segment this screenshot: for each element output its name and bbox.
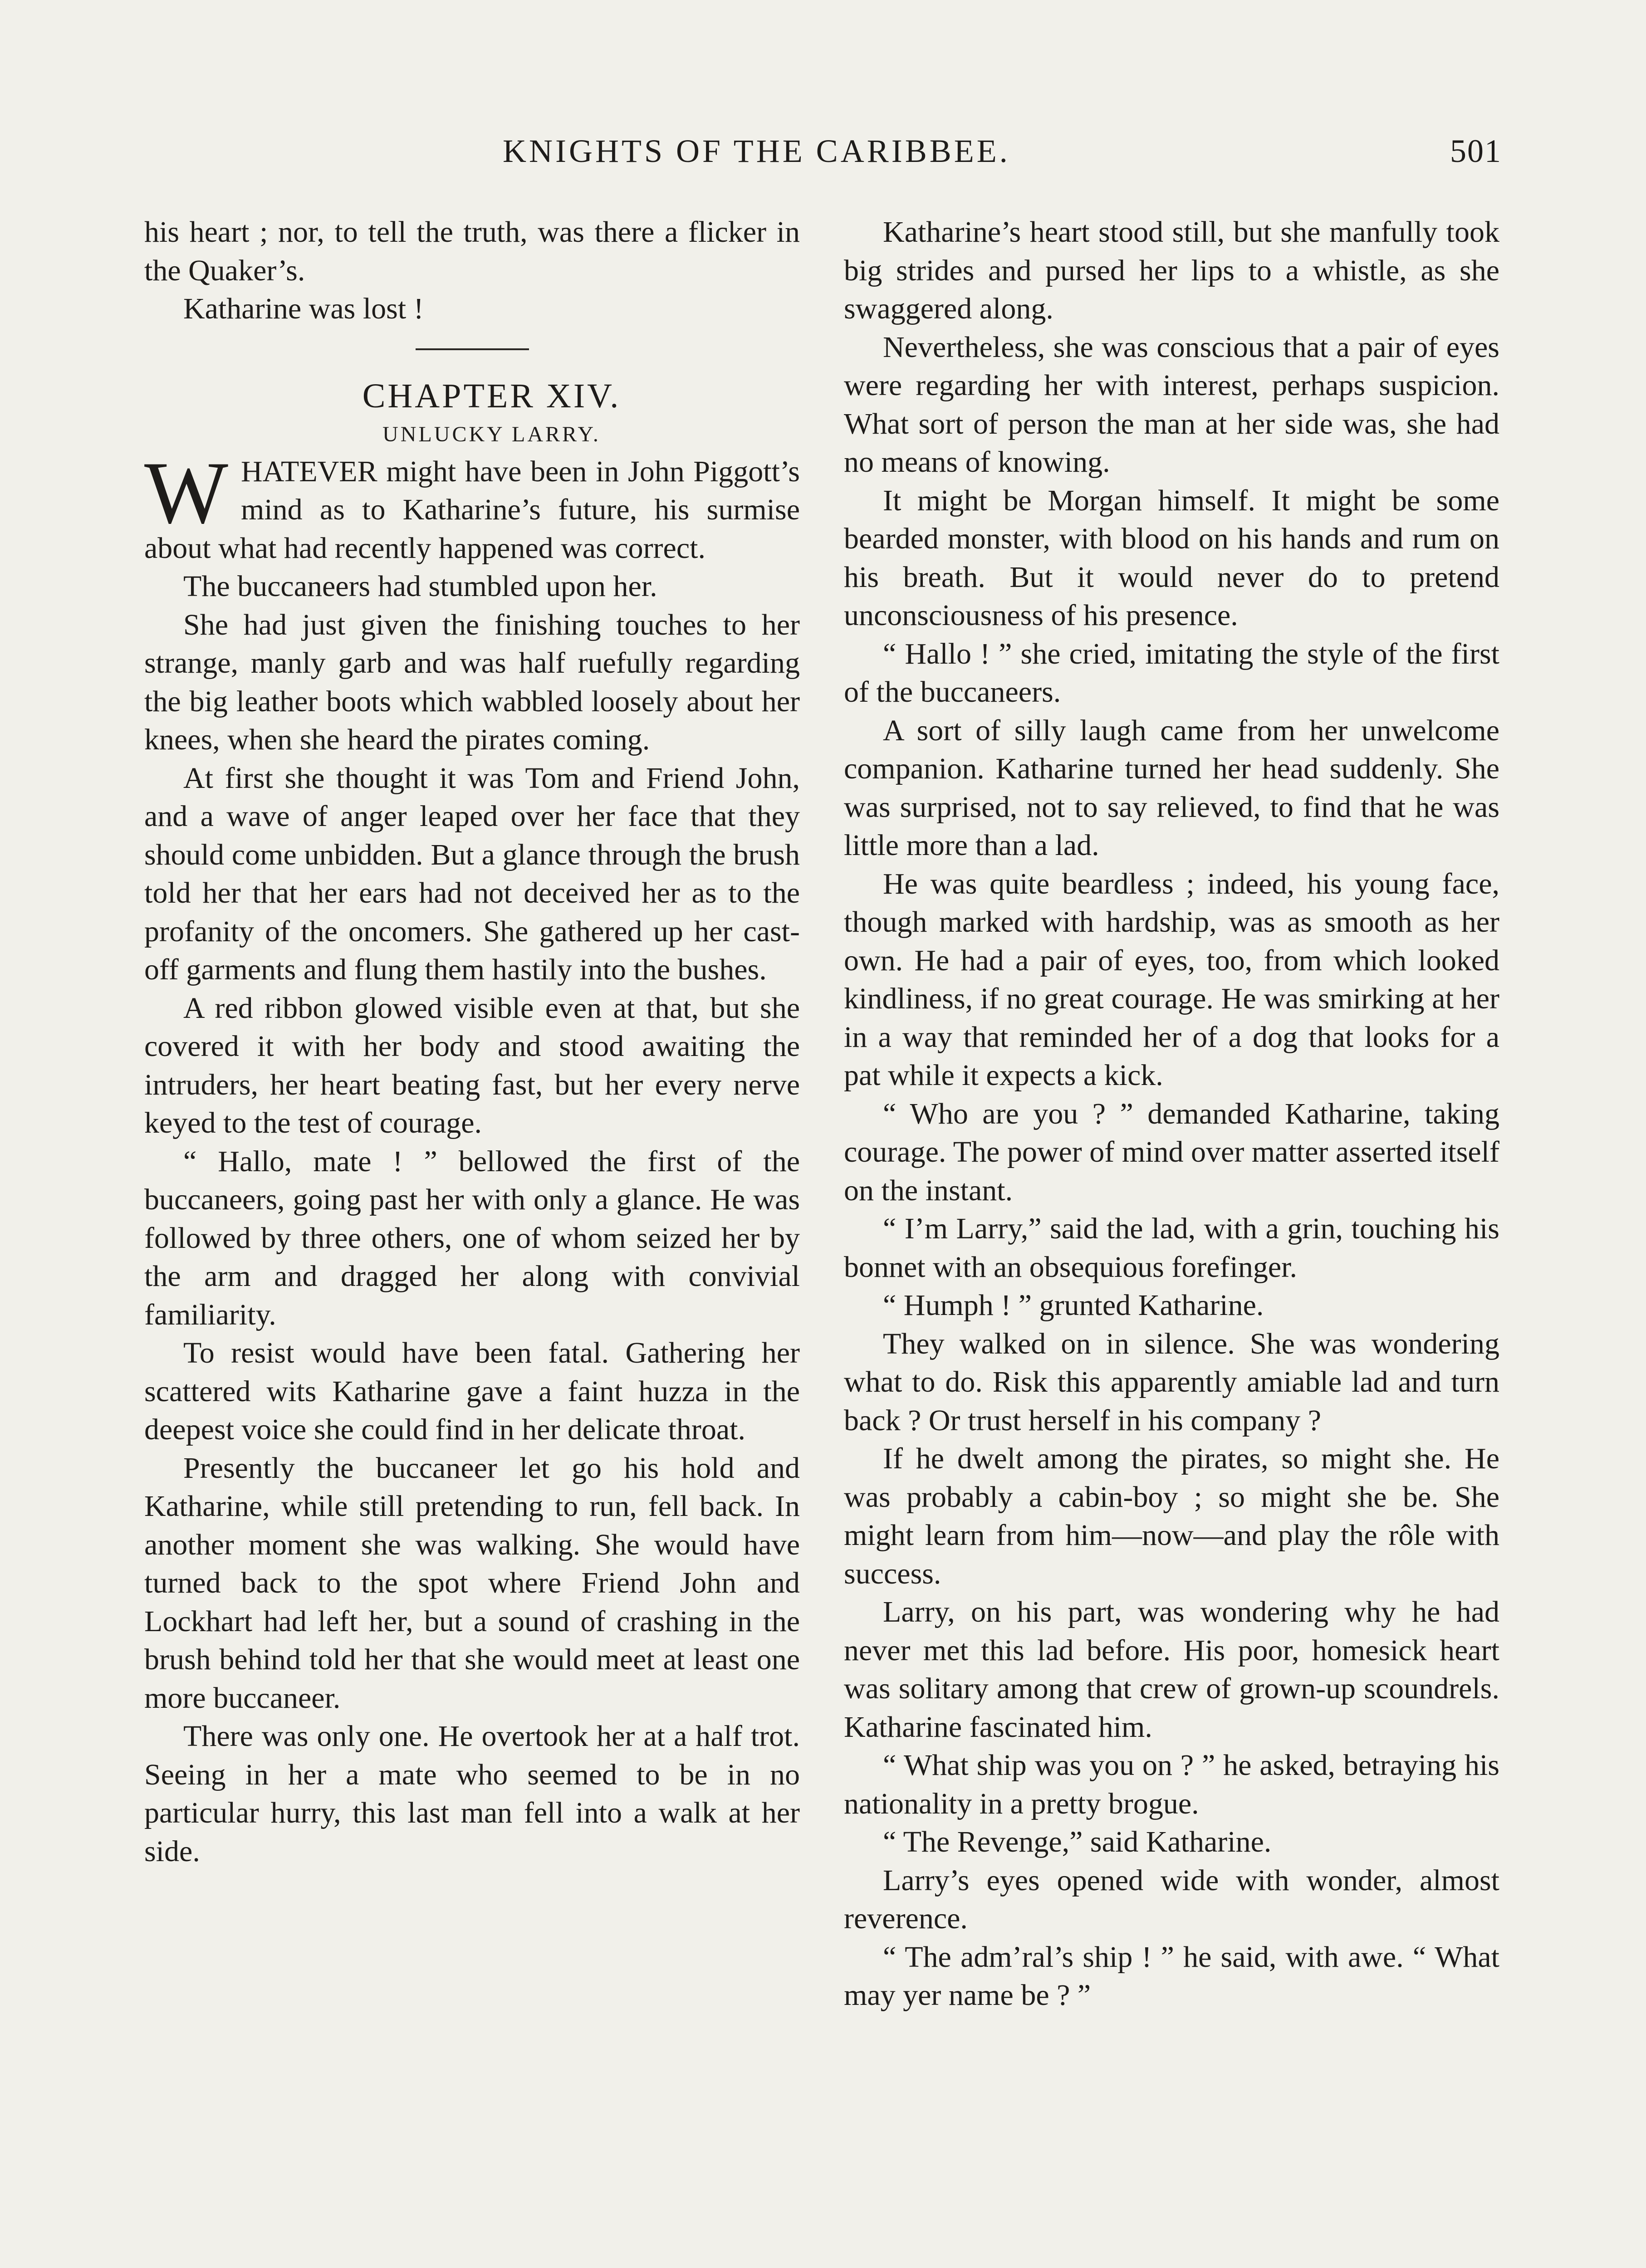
paragraph: “ Humph ! ” grunted Katharine. [883,1289,1264,1322]
paragraph: There was only one. He overtook her at a half trot. Seeing in her a mate who seemed to be in no particular hurry, this last man fell into a walk at her side. [144,1720,800,1868]
paragraph: “ I’m Larry,” said the lad, with a grin, touching his bonnet with an obsequious forefinger. [844,1212,1499,1284]
chapter-subtitle: UNLUCKY LARRY. [382,422,601,446]
paragraph: “ The adm’ral’s ship ! ” he said, with awe. “ What may yer name be ? ” [844,1940,1499,2012]
paragraph: Presently the buccaneer let go his hold and Katharine, while still pretending to run, fell back. In another moment she was walking. She would have turned back to the spot where Friend John and Lockhart had left her, but a sound of crashing in the brush behind told her that she would meet at least one more buccaneer. [144,1451,800,1715]
paragraph: She had just given the finishing touches to her strange, manly garb and was half ruefully regarding the big leather boots which wabbled loosely about her knees, when she heard the pirates coming. [144,608,800,756]
paragraph: At first she thought it was Tom and Friend John, and a wave of anger leaped over her face that they should come unbidden. But a glance through the brush told her that her ears had not deceived her as to the profanity of the oncomers. She gathered up her cast-off garments and flung them hastily into the bushes. [144,761,800,986]
paragraph: He was quite beardless ; indeed, his young face, though marked with hardship, was as smooth as her own. He had a pair of eyes, too, from which looked kindliness, if no great courage. He was smirking at her in a way that reminded her of a dog that looks for a pat while it expects a kick. [844,867,1499,1092]
paragraph: “ The Revenge,” said Katharine. [883,1825,1272,1858]
paragraph: A sort of silly laugh came from her unwelcome companion. Katharine turned her head suddenly. She was surprised, not to say relieved, to find that he was little more than a lad. [844,714,1499,862]
paragraph: Katharine’s heart stood still, but she manfully took big strides and pursed her lips to a whistle, as she swaggered along. [844,215,1499,325]
paragraph: Larry’s eyes opened wide with wonder, almost reverence. [844,1863,1499,1935]
section-divider [416,348,529,350]
page-number: 501 [1450,133,1502,169]
paragraph: Katharine was lost ! [183,292,424,325]
paragraph: Nevertheless, she was conscious that a pair of eyes were regarding her with interest, perhaps suspicion. What sort of person the man at her side was, she had no means of knowing. [844,330,1499,479]
chapter-title: CHAPTER XIV. [362,376,621,415]
left-column [144,213,800,1871]
paragraph: his heart ; nor, to tell the truth, was there a flicker in the Quaker’s. [144,215,800,287]
paragraph: “ Who are you ? ” demanded Katharine, taking courage. The power of mind over matter asserted itself on the instant. [844,1097,1499,1207]
paragraph: HATEVER might have been in John Piggott’s mind as to Katharine’s future, his surmise about what had recently happened was correct. [144,455,800,565]
paragraph: The buccaneers had stumbled upon her. [183,570,657,603]
paragraph: It might be Morgan himself. It might be some bearded monster, with blood on his hands and rum on his breath. But it would never do to pretend unconsciousness of his presence. [844,484,1499,632]
paragraph: If he dwelt among the pirates, so might she. He was probably a cabin-boy ; so might she be. She might learn from him—now—and play the rôle with success. [844,1442,1499,1590]
paragraph: A red ribbon glowed visible even at that, but she covered it with her body and stood awaiting the intruders, her heart beating fast, but her every nerve keyed to the test of courage. [144,991,800,1139]
paragraph: “ Hallo, mate ! ” bellowed the first of the buccaneers, going past her with only a glance. He was followed by three others, one of whom seized her by the arm and dragged her along with convivial familiarity. [144,1144,800,1331]
drop-cap: W [144,443,228,542]
page-header [144,132,1502,182]
paragraph: They walked on in silence. She was wondering what to do. Risk this apparently amiable lad and turn back ? Or trust herself in his company ? [844,1327,1499,1437]
paragraph: “ What ship was you on ? ” he asked, betraying his nationality in a pretty brogue. [844,1749,1499,1820]
paragraph: To resist would have been fatal. Gathering her scattered wits Katharine gave a faint huzza in the deepest voice she could find in her delicate throat. [144,1336,800,1446]
paragraph: “ Hallo ! ” she cried, imitating the style of the first of the buccaneers. [844,637,1499,709]
right-column [844,213,1499,2015]
paragraph: Larry, on his part, was wondering why he had never met this lad before. His poor, homesick heart was solitary among that crew of grown-up scoundrels. Katharine fascinated him. [844,1595,1499,1744]
running-title: KNIGHTS OF THE CARIBBEE. [503,133,1010,169]
